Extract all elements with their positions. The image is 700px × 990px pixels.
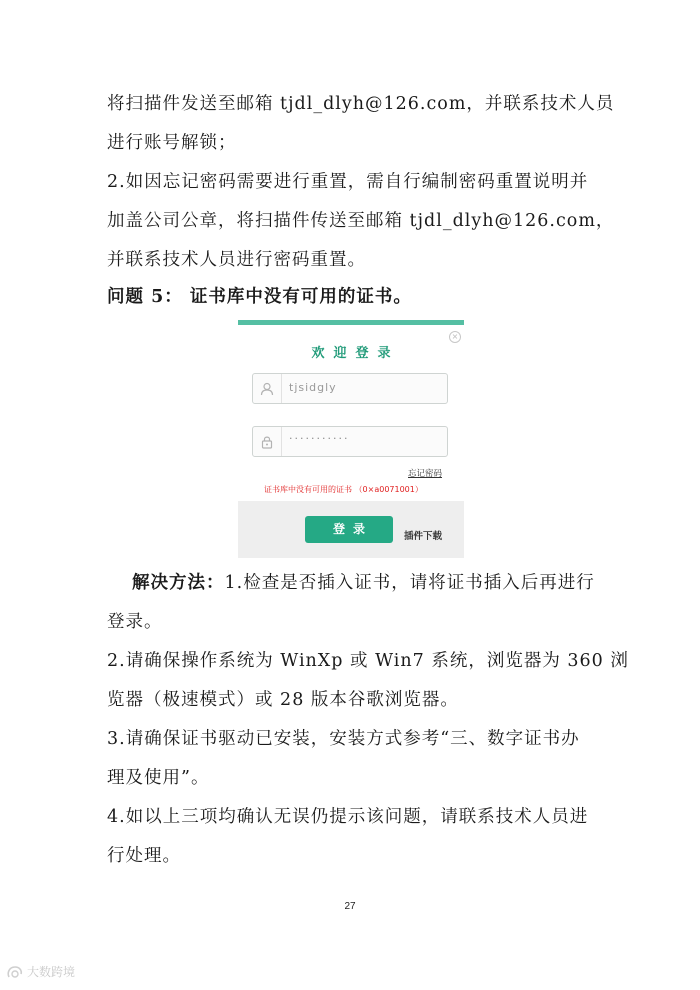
paragraph-line: 览器（极速模式）或 28 版本谷歌浏览器。	[107, 690, 459, 710]
paragraph-line: 3.请确保证书驱动已安装，安装方式参考“三、数字证书办	[107, 729, 580, 749]
paragraph-line: 加盖公司公章，将扫描件传送至邮箱 tjdl_dlyh@126.com，	[107, 211, 615, 231]
username-field[interactable]	[252, 373, 448, 404]
error-message: 证书库中没有可用的证书 （0×a0071001）	[264, 485, 423, 494]
solution-label: 解决方法：	[132, 573, 225, 593]
login-button[interactable]: 登录	[305, 516, 393, 543]
paragraph-line: 登录。	[107, 612, 163, 632]
paragraph-line: 4.如以上三项均确认无误仍提示该问题，请联系技术人员进	[107, 807, 589, 827]
section-heading: 问题 5： 证书库中没有可用的证书。	[107, 287, 412, 307]
paragraph-line: 行处理。	[107, 846, 181, 866]
solution-line	[132, 571, 595, 595]
page-number: 27	[344, 901, 356, 912]
dialog-footer	[238, 501, 464, 558]
watermark-text: 大数跨境	[27, 965, 76, 979]
paragraph-line: 并联系技术人员进行密码重置。	[107, 250, 366, 270]
username-value: tjsidgly	[289, 381, 337, 394]
dialog-title: 欢迎登录	[311, 346, 400, 361]
login-dialog	[238, 320, 464, 558]
close-icon[interactable]: ×	[449, 331, 461, 343]
paragraph-line: 理及使用”。	[107, 768, 210, 788]
plugin-download-link[interactable]: 插件下载	[404, 531, 443, 542]
watermark	[6, 963, 75, 980]
password-field[interactable]	[252, 426, 448, 457]
solution-text: 1.检查是否插入证书，请将证书插入后再进行	[224, 573, 595, 593]
paragraph-line: 进行账号解锁；	[107, 133, 237, 153]
lock-icon	[253, 427, 282, 456]
paragraph-line: 2.请确保操作系统为 WinXp 或 Win7 系统，浏览器为 360 浏	[107, 651, 629, 671]
paragraph-line: 2.如因忘记密码需要进行重置，需自行编制密码重置说明并	[107, 172, 589, 192]
paragraph-line: 将扫描件发送至邮箱 tjdl_dlyh@126.com，并联系技术人员	[107, 94, 615, 114]
password-mask: ···········	[289, 432, 350, 445]
user-icon	[253, 374, 282, 403]
dialog-accent-bar	[238, 320, 464, 325]
forgot-password-link[interactable]: 忘记密码	[408, 469, 443, 479]
watermark-logo-icon	[6, 964, 24, 980]
